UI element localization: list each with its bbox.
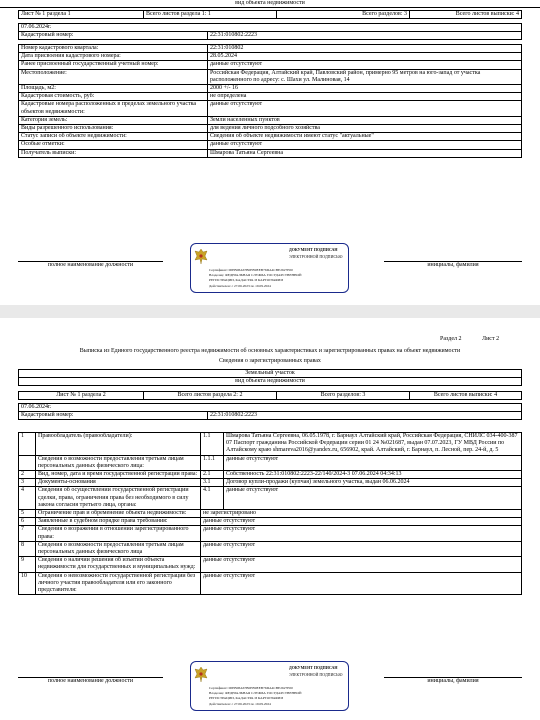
rights-row bbox=[19, 487, 522, 510]
stamp-certificate: Сертификат: 00ЕВ08А67В0ЕВ9ЕЕВ76DА4СВЕ2627Е00 bbox=[209, 268, 293, 272]
characteristic-label: Категория земель: bbox=[19, 116, 208, 124]
object-kind-header: вид объекта недвижимости bbox=[0, 0, 540, 8]
sheet-number: Лист № 1 раздела 1 bbox=[19, 11, 144, 19]
rights-value: данные отсутствуют bbox=[224, 455, 522, 470]
position-underline-2 bbox=[18, 677, 163, 678]
row-number: 3 bbox=[19, 479, 36, 487]
stamp-validity-2: Действителен: с 27.06.2023 по 19.09.2024 bbox=[209, 702, 271, 706]
extract-date-2: 07.06.2024г. bbox=[19, 404, 522, 412]
characteristic-row bbox=[19, 133, 522, 141]
rights-label: Сведения о возможности предоставления третьим лицам персональных данных физического лица: bbox=[36, 455, 201, 470]
electronic-signature-stamp bbox=[190, 243, 349, 293]
electronic-signature-stamp-2 bbox=[190, 661, 349, 711]
row-number bbox=[19, 455, 36, 470]
sub-number: 1.1 bbox=[201, 433, 224, 456]
sub-number: 4.1 bbox=[201, 487, 224, 510]
characteristic-row bbox=[19, 69, 522, 84]
rights-row bbox=[19, 518, 522, 526]
characteristic-value: Шмарова Татьяна Сергеевна bbox=[208, 149, 522, 157]
rights-row bbox=[19, 572, 522, 595]
signature-name-label-2: инициалы, фамилия bbox=[427, 678, 479, 684]
object-kind: вид объекта недвижимости bbox=[19, 378, 522, 386]
characteristic-value: данные отсутствуют bbox=[208, 101, 522, 116]
characteristic-label: Кадастровая стоимость, руб: bbox=[19, 93, 208, 101]
page-separator bbox=[0, 305, 540, 318]
object-type-table bbox=[18, 369, 522, 386]
stamp-owner-cont: РЕГИСТРАЦИИ, КАДАСТРА И КАРТОГРАФИИ bbox=[209, 278, 283, 282]
rights-value: данные отсутствуют bbox=[201, 541, 522, 556]
extract-page-1 bbox=[0, 0, 540, 305]
rights-table bbox=[18, 432, 522, 595]
land-characteristics-table bbox=[18, 44, 522, 158]
row-number: 6 bbox=[19, 518, 36, 526]
rights-value: Шмарова Татьяна Сергеевна, 06.05.1978, г. Барнаул Алтайский край, Российская Федерация, СНИЛС 034-400-387 07 Паспорт гражданина Российской Федерации серии 01 24 №021687, выдан 07.07.2023, ГУ МВД России по Алтайскому краю shmareva2016@yandex.ru, 656902, край. Алтайский, г. Барнаул, п. Лесной, пер. 24-й, д. 5 bbox=[224, 433, 522, 456]
stamp-subtitle-2: ЭЛЕКТРОННОЙ ПОДПИСЬЮ bbox=[289, 672, 343, 677]
rights-row bbox=[19, 541, 522, 556]
signature-position-label-2: полное наименование должности bbox=[47, 678, 134, 684]
rights-value: Собственность 22:31:010802:2223-22/140/2024-3 07.06.2024 04:34:13 bbox=[224, 471, 522, 479]
characteristic-row bbox=[19, 85, 522, 93]
row-number: 2 bbox=[19, 471, 36, 479]
rights-row bbox=[19, 526, 522, 541]
characteristic-row bbox=[19, 93, 522, 101]
characteristic-label: Статус записи об объекте недвижимости: bbox=[19, 133, 208, 141]
stamp-owner-cont-2: РЕГИСТРАЦИИ, КАДАСТРА И КАРТОГРАФИИ bbox=[209, 696, 283, 700]
characteristic-label: Площадь, м2: bbox=[19, 85, 208, 93]
cadastral-number-value: 22:31:010802:2223 bbox=[208, 32, 522, 40]
cadastral-number-label: Кадастровый номер: bbox=[19, 32, 208, 40]
characteristic-value: 28.05.2024 bbox=[208, 53, 522, 61]
rights-label: Заявленные в судебном порядке права требования: bbox=[36, 518, 201, 526]
extract-title: Выписка из Единого государственного реестра недвижимости об основных характеристиках и зарегистрированных правах на объект недвижимости bbox=[79, 348, 461, 354]
characteristic-value: для ведения личного подсобного хозяйства bbox=[208, 125, 522, 133]
characteristic-label: Получатель выписки: bbox=[19, 149, 208, 157]
row-number: 10 bbox=[19, 572, 36, 595]
rights-label: Сведения о невозможности государственной регистрации без личного участия правообладателя или его законного представителя: bbox=[36, 572, 201, 595]
rights-value: Договор купли-продажи (купчая) земельного участка, выдан 06.06.2024 bbox=[224, 479, 522, 487]
characteristic-value: 2000 +/- 16 bbox=[208, 85, 522, 93]
characteristic-label: Кадастровые номера расположенных в пределах земельного участка объектов недвижимости: bbox=[19, 101, 208, 116]
rights-value: данные отсутствуют bbox=[201, 518, 522, 526]
characteristic-label: Виды разрешенного использования: bbox=[19, 125, 208, 133]
row-number: 9 bbox=[19, 557, 36, 572]
sub-number: 3.1 bbox=[201, 479, 224, 487]
section-page-label: Раздел 2 bbox=[440, 336, 462, 342]
stamp-subtitle: ЭЛЕКТРОННОЙ ПОДПИСЬЮ bbox=[289, 254, 343, 259]
characteristic-label: Местоположение: bbox=[19, 69, 208, 84]
rights-row bbox=[19, 557, 522, 572]
stamp-owner-2: Владелец: ФЕДЕРАЛЬНАЯ СЛУЖБА ГОСУДАРСТВЕННОЙ bbox=[209, 691, 302, 695]
characteristic-row bbox=[19, 53, 522, 61]
signature-position-label: полное наименование должности bbox=[47, 262, 134, 268]
rights-row bbox=[19, 471, 522, 479]
rights-value: данные отсутствуют bbox=[224, 487, 522, 510]
sheet-label: Лист 2 bbox=[482, 336, 500, 342]
cadastral-number-label-2: Кадастровый номер: bbox=[19, 412, 208, 420]
total-sheets: Всего листов выписки: 4 bbox=[410, 11, 522, 19]
extract-date: 07.06.2024г. bbox=[19, 24, 522, 32]
stamp-title-2: ДОКУМЕНТ ПОДПИСАН bbox=[289, 665, 338, 670]
total-sections: Всего разделов: 3 bbox=[277, 11, 410, 19]
characteristic-label: Номер кадастрового квартала: bbox=[19, 45, 208, 53]
characteristic-row bbox=[19, 125, 522, 133]
characteristic-value: 22:31:010802 bbox=[208, 45, 522, 53]
name-underline-2 bbox=[384, 677, 522, 678]
characteristic-row bbox=[19, 101, 522, 116]
characteristic-label: Особые отметки: bbox=[19, 141, 208, 149]
rights-row bbox=[19, 433, 522, 456]
eagle-emblem-icon-2 bbox=[194, 666, 208, 683]
characteristic-label: Ранее присвоенный государственный учетный номер: bbox=[19, 61, 208, 69]
sheet-header-table bbox=[18, 10, 522, 19]
characteristic-row bbox=[19, 141, 522, 149]
date-cad-table-2 bbox=[18, 403, 522, 420]
row-number: 1 bbox=[19, 433, 36, 456]
sub-number: 1.1.1 bbox=[201, 455, 224, 470]
stamp-title: ДОКУМЕНТ ПОДПИСАН bbox=[289, 247, 338, 252]
characteristic-row bbox=[19, 45, 522, 53]
characteristic-value: данные отсутствуют bbox=[208, 61, 522, 69]
date-cad-table bbox=[18, 23, 522, 40]
rights-label: Сведения об осуществлении государственной регистрации сделки, права, ограничения права без необходимого в силу закона согласия третьего лица, органа: bbox=[36, 487, 201, 510]
eagle-emblem-icon bbox=[194, 248, 208, 265]
object-type: Земельный участок bbox=[19, 370, 522, 378]
characteristic-row bbox=[19, 116, 522, 124]
rights-value: данные отсутствуют bbox=[201, 572, 522, 595]
rights-value: данные отсутствуют bbox=[201, 526, 522, 541]
stamp-owner: Владелец: ФЕДЕРАЛЬНАЯ СЛУЖБА ГОСУДАРСТВЕННОЙ bbox=[209, 273, 302, 277]
characteristic-value: не определена bbox=[208, 93, 522, 101]
characteristic-value: данные отсутствуют bbox=[208, 141, 522, 149]
sheets-in-section-2: Всего листов раздела 2: 2 bbox=[144, 392, 277, 400]
rights-value: не зарегистрировано bbox=[201, 510, 522, 518]
characteristic-value: Земли населенных пунктов bbox=[208, 116, 522, 124]
characteristic-value: Российская Федерация, Алтайский край, Павловский район, примерно 95 метров на юго-запад от участка расположенного по адресу: с. Шахи ул. Малиновая, 14 bbox=[208, 69, 522, 84]
sheets-in-section: Всего листов раздела 1: 1 bbox=[144, 11, 277, 19]
extract-subtitle: Сведения о зарегистрированных правах bbox=[219, 358, 321, 364]
total-sections-2: Всего разделов: 3 bbox=[277, 392, 410, 400]
sheet-header-table-2 bbox=[18, 391, 522, 400]
cadastral-number-value-2: 22:31:010802:2223 bbox=[208, 412, 522, 420]
sheet-number-2: Лист № 1 раздела 2 bbox=[19, 392, 144, 400]
total-sheets-2: Всего листов выписки: 4 bbox=[410, 392, 522, 400]
row-number: 7 bbox=[19, 526, 36, 541]
characteristic-value: Сведения об объекте недвижимости имеют статус "актуальные" bbox=[208, 133, 522, 141]
rights-label: Сведения о наличии решения об изъятии объекта недвижимости для государственных и муниципальных нужд: bbox=[36, 557, 201, 572]
rights-label: Документы-основания bbox=[36, 479, 201, 487]
name-underline bbox=[384, 261, 522, 262]
characteristic-label: Дата присвоения кадастрового номера: bbox=[19, 53, 208, 61]
sub-number: 2.1 bbox=[201, 471, 224, 479]
rights-row bbox=[19, 479, 522, 487]
rights-label: Сведения о возражении в отношении зарегистрированного права: bbox=[36, 526, 201, 541]
characteristic-row bbox=[19, 149, 522, 157]
row-number: 5 bbox=[19, 510, 36, 518]
characteristic-row bbox=[19, 61, 522, 69]
rights-row bbox=[19, 455, 522, 470]
stamp-certificate-2: Сертификат: 00ЕВ08А67В0ЕВ9ЕЕВ76DА4СВЕ2627Е00 bbox=[209, 686, 293, 690]
rights-label: Вид, номер, дата и время государственной регистрации права: bbox=[36, 471, 201, 479]
rights-label: Правообладатель (правообладатели): bbox=[36, 433, 201, 456]
row-number: 8 bbox=[19, 541, 36, 556]
extract-page-2 bbox=[0, 318, 540, 720]
signature-name-label: инициалы, фамилия bbox=[427, 262, 479, 268]
position-underline bbox=[18, 261, 163, 262]
rights-label: Ограничение прав и обременение объекта недвижимости: bbox=[36, 510, 201, 518]
row-number: 4 bbox=[19, 487, 36, 510]
stamp-validity: Действителен: с 27.06.2023 по 19.09.2024 bbox=[209, 284, 271, 288]
rights-row bbox=[19, 510, 522, 518]
rights-label: Сведения о возможности предоставления третьим лицам персональных данных физического лица bbox=[36, 541, 201, 556]
rights-value: данные отсутствуют bbox=[201, 557, 522, 572]
